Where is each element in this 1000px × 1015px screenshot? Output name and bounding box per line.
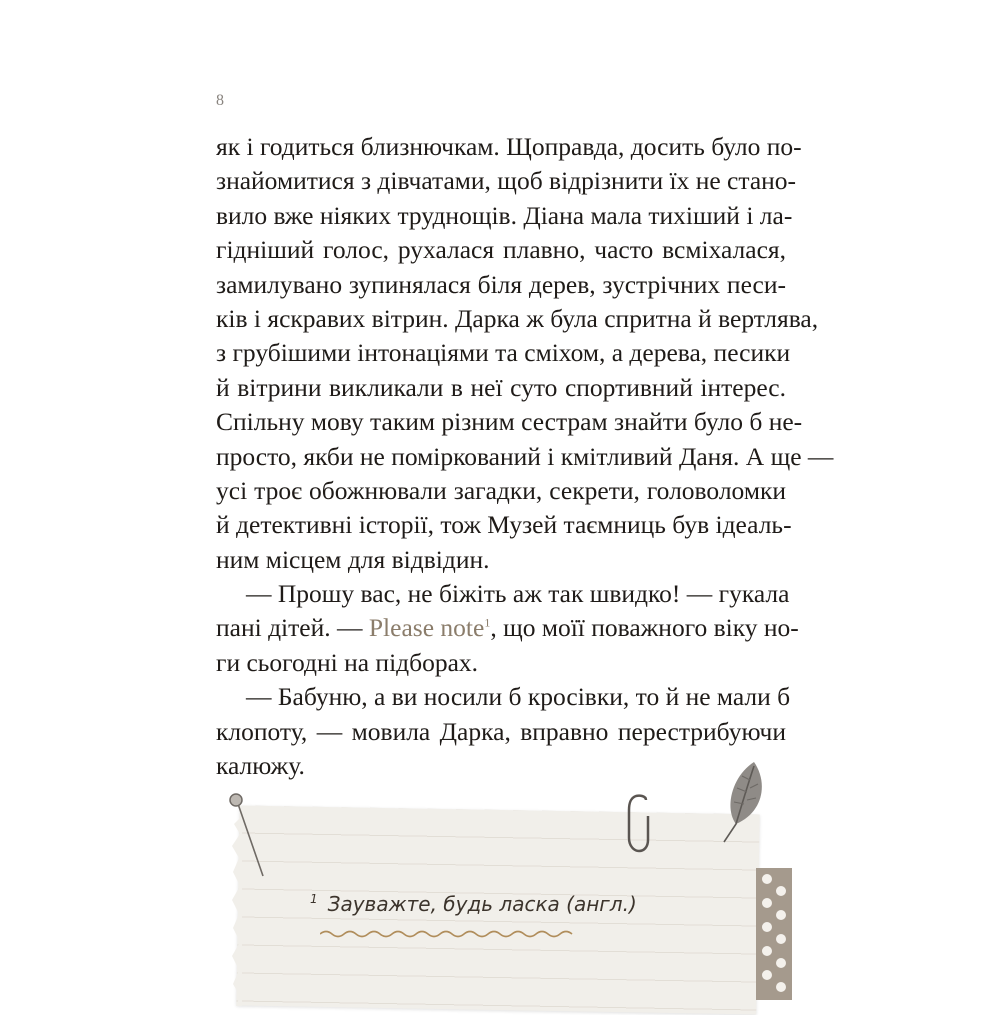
text-line: клопоту, — мовила Дарка, вправно перестрибуючи — [216, 716, 786, 746]
text-line: просто, якби не поміркований і кмітливий Даня. А ще — — [216, 441, 834, 471]
tape-dot — [776, 982, 786, 992]
text-line: усі троє обожнювали загадки, секрети, головоломки — [216, 475, 786, 505]
tape-dot — [776, 958, 786, 968]
tape-dot — [762, 874, 772, 884]
text-line: — Бабуню, а ви носили б кросівки, то й не мали б — [246, 682, 791, 712]
footnote — [310, 892, 637, 916]
text-line: ним місцем для відвідин. — [216, 544, 490, 574]
leaf-icon — [710, 758, 770, 848]
squiggle-underline — [320, 928, 580, 940]
washi-tape — [756, 868, 792, 1000]
text-line: замилувано зупинялася біля дерев, зустрічних песи- — [216, 269, 786, 299]
text-line: знайомитися з дівчатами, щоб відрізнити їх не стано- — [216, 166, 797, 196]
text-line: й детективні історії, тож Музей таємниць був ідеаль- — [216, 510, 792, 540]
text-line: — Прошу вас, не біжіть аж так швидко! — гукала — [246, 579, 790, 609]
text-line: гідніший голос, рухалася плавно, часто всміхалася, — [216, 235, 786, 265]
text-line: з грубішими інтонаціями та сміхом, а дерева, песики — [216, 338, 791, 368]
text-fragment: , що моїї поважного віку но- — [490, 613, 799, 643]
tape-dot — [762, 946, 772, 956]
tape-dot — [762, 970, 772, 980]
text-line: Спільну мову таким різним сестрам знайти було б не- — [216, 407, 803, 437]
footnote-ref: 1 — [484, 615, 491, 630]
text-line: калюжу. — [216, 751, 305, 781]
paperclip-icon — [626, 794, 652, 854]
tape-dot — [762, 898, 772, 908]
page-number: 8 — [216, 92, 224, 109]
english-phrase: Please note — [368, 613, 485, 643]
text-line: вило вже ніяких труднощів. Діана мала тихіший і ла- — [216, 200, 793, 230]
text-fragment: пані дітей. — — [216, 613, 369, 643]
body-text — [216, 130, 834, 783]
pin-icon — [228, 792, 268, 882]
tape-dot — [776, 886, 786, 896]
tape-dot — [776, 934, 786, 944]
tape-dot — [776, 910, 786, 920]
text-line: й вітрини викликали в неї суто спортивний інтерес. — [216, 372, 786, 402]
text-line-with-footnote — [216, 611, 799, 645]
text-line: як і годиться близнючкам. Щоправда, досить було по- — [216, 132, 802, 161]
tape-dot — [762, 922, 772, 932]
footnote-note-decoration — [0, 770, 1000, 1000]
footnote-marker: 1 — [310, 892, 318, 907]
text-line: ків і яскравих вітрин. Дарка ж була спритна й вертлява, — [216, 303, 819, 333]
text-line: ги сьогодні на підборах. — [216, 647, 479, 677]
footnote-text: Зауважте, будь ласка (англ.) — [327, 892, 637, 916]
